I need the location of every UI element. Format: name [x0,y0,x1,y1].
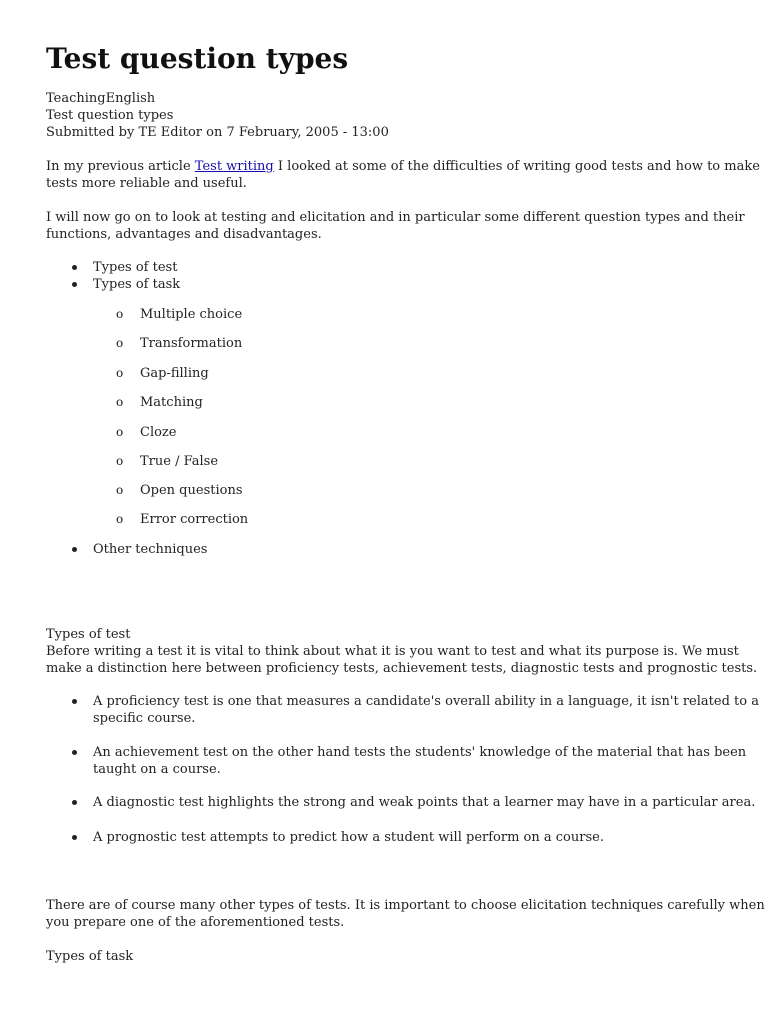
circle-bullet-icon: o [116,366,124,380]
closing-paragraph-line-2: you prepare one of the aforementioned tests. [46,915,345,930]
types-of-test-paragraph-line-2: make a distinction here between proficiency tests, achievement tests, diagnostic tests and prognostic tests. [46,661,758,676]
second-paragraph-line-2: functions, advantages and disadvantages. [46,227,322,242]
intro-text-before-link: In my previous article [46,159,195,174]
toc-subitem-open-questions: Open questions [140,483,243,498]
bullet-icon [72,282,77,287]
circle-bullet-icon: o [116,307,124,321]
toc-item-types-of-test: Types of test [93,260,178,275]
toc-subitem-cloze: Cloze [140,425,177,440]
toc-subitem-matching: Matching [140,395,203,410]
achievement-test-line-2: taught on a course. [93,762,221,777]
types-of-test-paragraph-line-1: Before writing a test it is vital to think about what it is you want to test and what its purpose is. We must [46,644,739,659]
circle-bullet-icon: o [116,395,124,409]
bullet-icon [72,800,77,805]
proficiency-test-line-1: A proficiency test is one that measures a candidate's overall ability in a language, it isn't related to a [93,694,759,709]
intro-text-after-link: I looked at some of the difficulties of writing good tests and how to make [273,159,760,174]
toc-subitem-transformation: Transformation [140,336,243,351]
circle-bullet-icon: o [116,512,124,526]
submitted-line: Submitted by TE Editor on 7 February, 2005 - 13:00 [46,125,389,140]
section-heading-types-of-test: Types of test [46,627,131,642]
circle-bullet-icon: o [116,425,124,439]
bullet-icon [72,835,77,840]
bullet-icon [72,265,77,270]
site-name: TeachingEnglish [46,91,156,106]
toc-subitem-true-false: True / False [140,454,219,469]
achievement-test-line-1: An achievement test on the other hand tests the students' knowledge of the material that has been [93,745,747,760]
section-heading-types-of-task: Types of task [46,949,134,964]
proficiency-test-line-2: specific course. [93,711,196,726]
circle-bullet-icon: o [116,336,124,350]
toc-subitem-error-correction: Error correction [140,512,249,527]
prognostic-test-line: A prognostic test attempts to predict how a student will perform on a course. [93,830,604,845]
circle-bullet-icon: o [116,454,124,468]
closing-paragraph-line-1: There are of course many other types of tests. It is important to choose elicitation techniques carefully when [46,898,765,913]
toc-item-other-techniques: Other techniques [93,542,208,557]
test-writing-link[interactable]: Test writing [194,159,274,174]
bullet-icon [72,547,77,552]
toc-item-types-of-task: Types of task [93,277,181,292]
bullet-icon [72,750,77,755]
circle-bullet-icon: o [116,483,124,497]
page-title: Test question types [46,42,349,75]
toc-subitem-gap-filling: Gap-filling [140,366,209,381]
article-subtitle: Test question types [46,108,174,123]
diagnostic-test-line: A diagnostic test highlights the strong and weak points that a learner may have in a particular area. [93,795,756,810]
bullet-icon [72,699,77,704]
toc-subitem-multiple-choice: Multiple choice [140,307,243,322]
second-paragraph-line-1: I will now go on to look at testing and elicitation and in particular some different question types and their [46,210,745,225]
intro-paragraph-line-1 [46,158,760,175]
intro-paragraph-line-2: tests more reliable and useful. [46,176,247,191]
